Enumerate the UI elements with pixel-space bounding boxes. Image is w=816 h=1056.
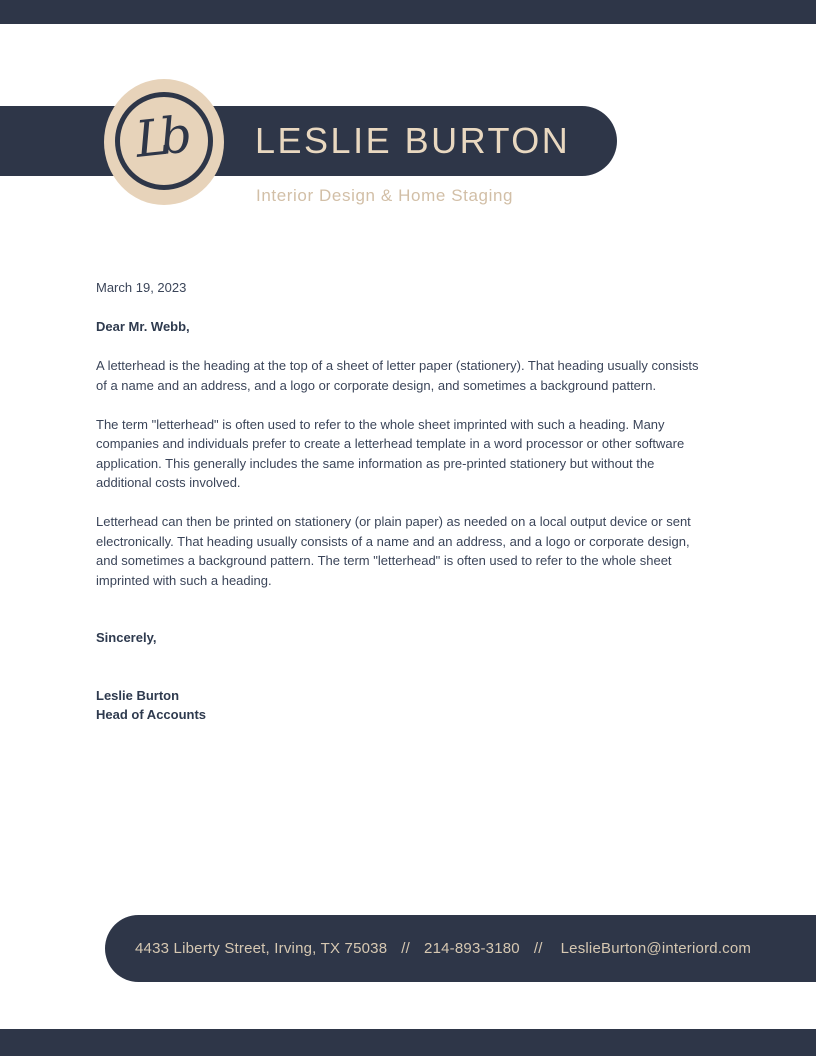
closing: Sincerely,: [96, 630, 157, 645]
page-title: LESLIE BURTON: [255, 120, 571, 161]
tagline: Interior Design & Home Staging: [256, 186, 514, 205]
company-logo: [104, 79, 224, 205]
signature-title: Head of Accounts: [96, 707, 207, 722]
slash-separator-icon: //: [401, 940, 411, 957]
logo-ring: [115, 92, 213, 190]
footer-email: LeslieBurton@interiord.com: [560, 940, 752, 957]
monogram-icon: Lb: [133, 106, 187, 169]
paragraph: Letterhead can then be printed on stationery (or plain paper) as needed on a local output device or sent electronically. That heading usually consists of a name and an address, and a logo or corporate design, and sometimes a background pattern. The term "letterhead" is often used to refer to the whole sheet imprinted with such a heading.: [96, 514, 691, 588]
footer-phone: 214-893-3180: [424, 940, 520, 957]
paragraph: The term "letterhead" is often used to refer to the whole sheet imprinted with such a heading. Many companies and individuals prefer to create a letterhead template in a word processor or other software application. This generally includes the same information as pre-printed stationery but without the additional costs involved.: [96, 416, 685, 490]
footer-contact-bar: [105, 915, 816, 982]
slash-separator-icon: //: [533, 940, 543, 957]
signature-name: Leslie Burton: [96, 687, 180, 703]
header-banner: [0, 106, 617, 176]
top-accent-bar: [0, 0, 816, 24]
salutation: Dear Mr. Webb,: [96, 319, 190, 334]
letter-body: [96, 278, 707, 725]
footer-address: 4433 Liberty Street, Irving, TX 75038: [135, 940, 388, 957]
date-line: March 19, 2023: [96, 280, 187, 295]
bottom-accent-bar: [0, 1029, 816, 1056]
paragraph: A letterhead is the heading at the top of a sheet of letter paper (stationery). That heading usually consists of a name and an address, and a logo or corporate design, and sometimes a background pattern.: [96, 358, 699, 393]
